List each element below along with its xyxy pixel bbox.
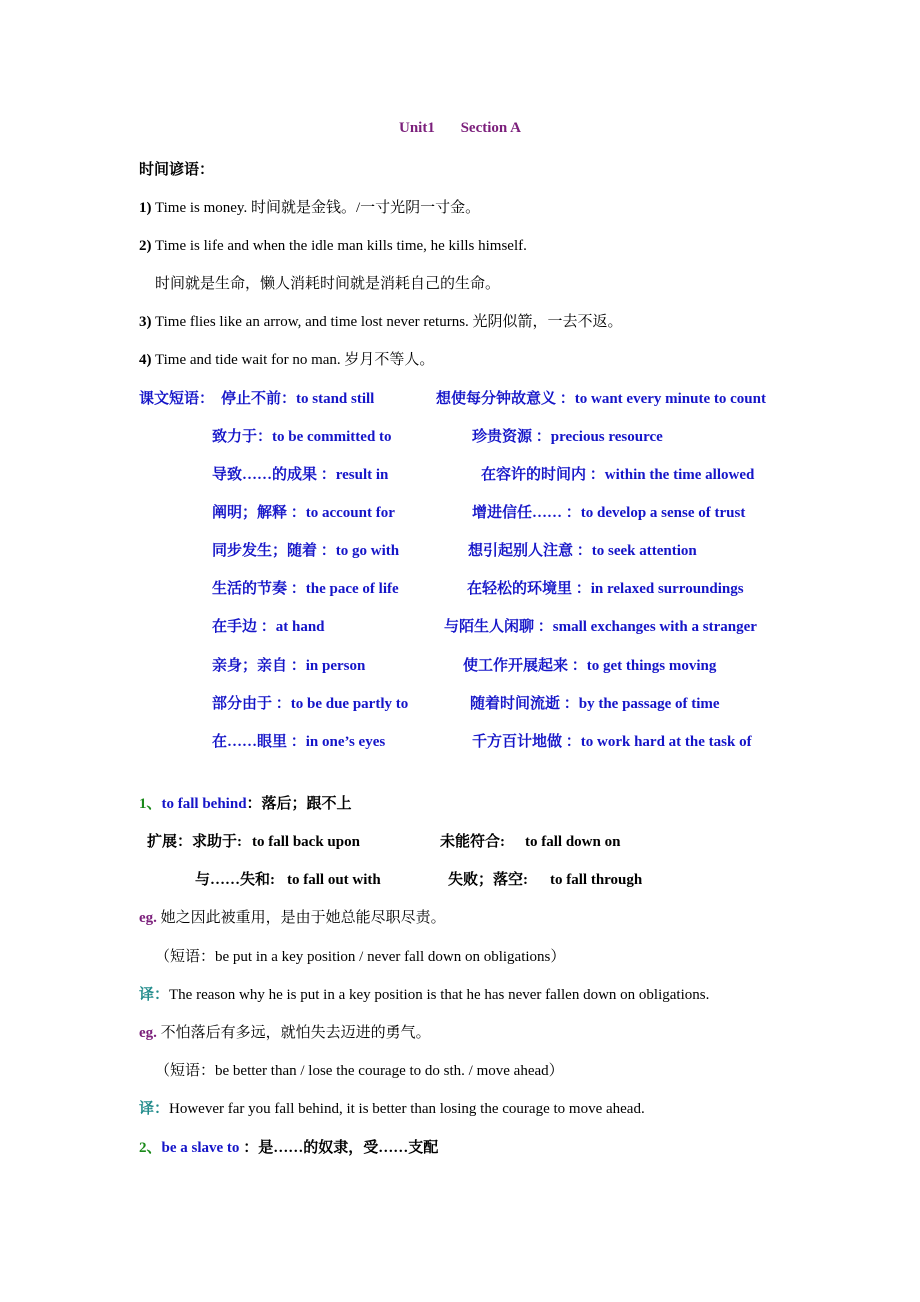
extension-row-2-right: 失败；落空: to fall through xyxy=(448,872,643,888)
phrase-row-right: 想使每分钟故意义 ：to want every minute to count xyxy=(436,391,766,407)
phrase-row-right: 珍贵资源 ：precious resource xyxy=(472,429,663,445)
example-2-hint: （短语：be better than / lose the courage to do sth. / move ahead） xyxy=(155,1063,564,1079)
point-1-heading: 1、to fall behind：落后；跟不上 xyxy=(139,796,352,812)
phrase-row-right: 千方百计地做 ：to work hard at the task of xyxy=(472,734,752,750)
example-1-translation: 译：The reason why he is put in a key position is that he has never fallen down on obligations. xyxy=(139,987,710,1003)
phrase-row-right: 增进信任…… ：to develop a sense of trust xyxy=(472,505,746,521)
example-2: eg. 不怕落后有多远，就怕失去迈进的勇气。 xyxy=(139,1025,431,1041)
example-1-hint: （短语：be put in a key position / never fall down on obligations） xyxy=(155,949,566,965)
phrase-row-left: 致力于：to be committed to xyxy=(212,429,392,445)
phrase-row-left: 部分由于 ：to be due partly to xyxy=(212,696,409,712)
proverb-2-translation: 时间就是生命，懒人消耗时间就是消耗自己的生命。 xyxy=(155,276,501,292)
phrase-row-left: 导致……的成果 ：result in xyxy=(212,467,389,483)
page-title xyxy=(0,120,920,137)
phrase-row-right: 随着时间流逝 ：by the passage of time xyxy=(470,696,720,712)
extension-row-1: 扩展：求助于: to fall back upon xyxy=(147,834,360,850)
phrase-row-left: 同步发生；随着 ：to go with xyxy=(212,543,400,559)
phrase-row-left: 阐明；解释 ：to account for xyxy=(212,505,395,521)
phrases-heading: 课文短语： xyxy=(139,391,215,407)
phrase-row-right: 在容许的时间内 ：within the time allowed xyxy=(481,467,755,483)
unit-label: Unit1 xyxy=(398,120,435,136)
phrase-row-left: 生活的节奏 ：the pace of life xyxy=(212,581,399,597)
example-2-translation: 译：However far you fall behind, it is better than losing the courage to move ahead. xyxy=(139,1101,645,1117)
proverbs-heading: 时间谚语： xyxy=(139,162,215,178)
point-2-heading: 2、be a slave to ：是……的奴隶，受……支配 xyxy=(139,1140,439,1156)
phrase-row-right: 使工作开展起来 ：to get things moving xyxy=(463,658,717,674)
example-1: eg. 她之因此被重用，是由于她总能尽职尽责。 xyxy=(139,910,446,926)
proverb-1: 1) Time is money. 时间就是金钱。/一寸光阴一寸金。 xyxy=(139,200,481,216)
phrase-row-left: 在手边 ：at hand xyxy=(212,619,325,635)
proverb-3: 3) Time flies like an arrow, and time lost never returns. 光阴似箭，一去不返。 xyxy=(139,314,623,330)
phrase-row-left: 亲身；亲自 ：in person xyxy=(212,658,366,674)
section-label: Section A xyxy=(460,120,521,136)
extension-row-2: 与……失和: to fall out with xyxy=(195,872,381,888)
phrase-row-left: 在……眼里 ：in one’s eyes xyxy=(212,734,386,750)
proverb-4: 4) Time and tide wait for no man. 岁月不等人。 xyxy=(139,352,435,368)
phrase-row-right: 想引起别人注意 ：to seek attention xyxy=(468,543,697,559)
phrase-row-right: 在轻松的环境里 ：in relaxed surroundings xyxy=(467,581,744,597)
phrase-row-right: 与陌生人闲聊 ：small exchanges with a stranger xyxy=(444,619,757,635)
extension-row-1-right: 未能符合: to fall down on xyxy=(440,834,621,850)
proverb-2: 2) Time is life and when the idle man kills time, he kills himself. xyxy=(139,238,527,254)
phrase-row-left: 停止不前：to stand still xyxy=(221,391,375,407)
